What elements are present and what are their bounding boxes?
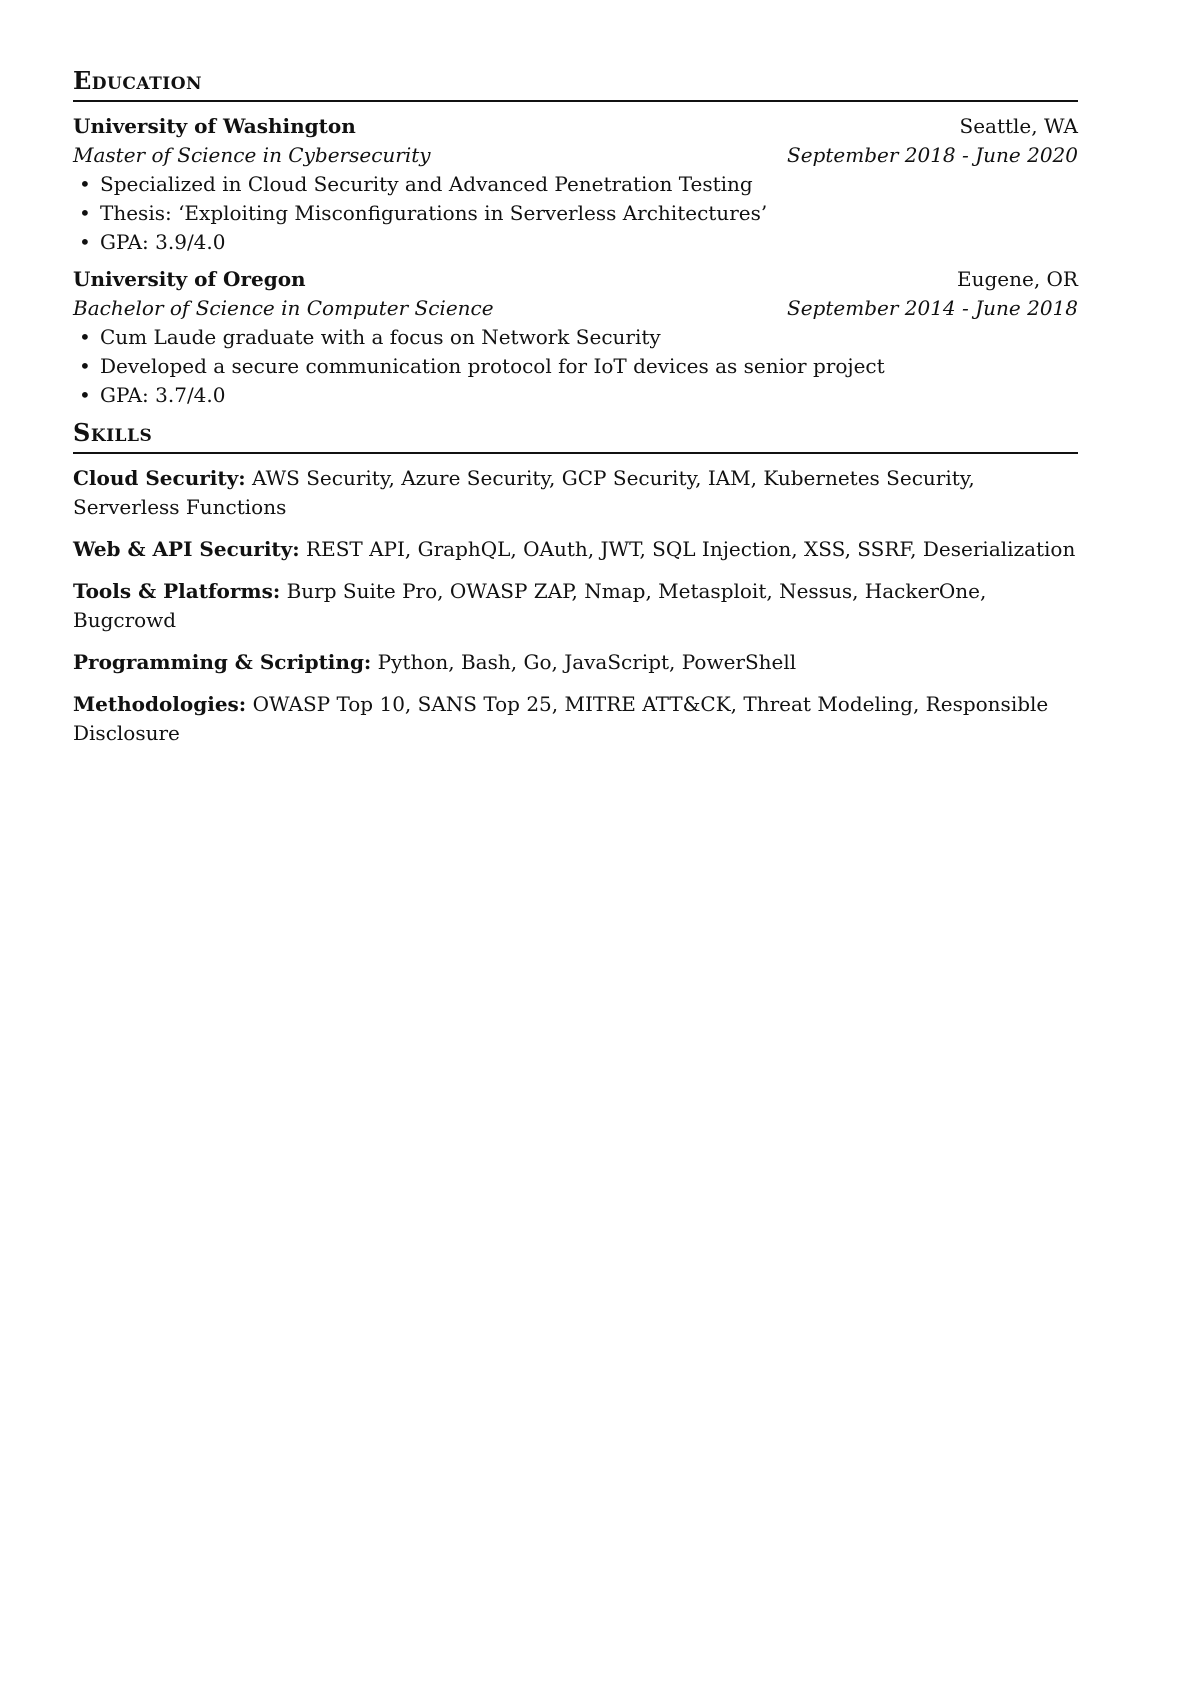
bullet-item <box>73 228 1078 257</box>
bullet-text: GPA: 3.7/4.0 <box>100 383 226 407</box>
skill-label: Methodologies: <box>73 692 247 716</box>
skill-line <box>73 464 1078 522</box>
bullet-icon: • <box>79 201 91 225</box>
skill-line <box>73 535 1078 564</box>
bullet-text: Specialized in Cloud Security and Advanced Penetration Testing <box>100 172 753 196</box>
date-range: September 2014 - June 2018 <box>787 296 1078 320</box>
school-name: University of Washington <box>73 114 356 138</box>
education-entry <box>73 112 1078 257</box>
school-location: Eugene, OR <box>956 267 1078 291</box>
bullet-text: GPA: 3.9/4.0 <box>100 230 226 254</box>
skills-section <box>73 418 1078 748</box>
bullet-icon: • <box>79 354 91 378</box>
education-heading: Education <box>73 66 203 95</box>
bullet-icon: • <box>79 325 91 349</box>
skill-value: OWASP Top 10, SANS Top 25, MITRE ATT&CK, Threat Modeling, Responsible Disclosure <box>73 692 1049 745</box>
bullet-text: Thesis: ‘Exploiting Misconfigurations in Serverless Architectures’ <box>100 201 768 225</box>
date-range: September 2018 - June 2020 <box>787 143 1078 167</box>
bullet-item <box>73 323 1078 352</box>
education-entry <box>73 265 1078 410</box>
skill-label: Programming & Scripting: <box>73 650 372 674</box>
skill-value: Python, Bash, Go, JavaScript, PowerShell <box>377 650 797 674</box>
skill-line <box>73 648 1078 677</box>
skill-value: Burp Suite Pro, OWASP ZAP, Nmap, Metasploit, Nessus, HackerOne, Bugcrowd <box>73 579 987 632</box>
education-entry-header <box>73 265 1078 294</box>
skill-value: REST API, GraphQL, OAuth, JWT, SQL Injection, XSS, SSRF, Deserialization <box>306 537 1076 561</box>
school-location: Seattle, WA <box>959 114 1078 138</box>
education-section <box>73 66 1078 410</box>
bullet-item <box>73 352 1078 381</box>
bullet-item <box>73 170 1078 199</box>
skills-heading: Skills <box>73 418 153 447</box>
skill-label: Cloud Security: <box>73 466 246 490</box>
bullet-item <box>73 199 1078 228</box>
bullet-icon: • <box>79 383 91 407</box>
skill-label: Tools & Platforms: <box>73 579 281 603</box>
degree: Master of Science in Cybersecurity <box>73 143 431 167</box>
skill-label: Web & API Security: <box>73 537 300 561</box>
skill-line <box>73 690 1078 748</box>
education-bullets <box>73 323 1078 410</box>
section-divider <box>73 100 1078 102</box>
bullet-item <box>73 381 1078 410</box>
skill-line <box>73 577 1078 635</box>
bullet-text: Cum Laude graduate with a focus on Network Security <box>100 325 661 349</box>
education-entry-subheader <box>73 294 1078 323</box>
degree: Bachelor of Science in Computer Science <box>73 296 494 320</box>
skill-value: AWS Security, Azure Security, GCP Security, IAM, Kubernetes Security, Serverless Functions <box>73 466 975 519</box>
education-bullets <box>73 170 1078 257</box>
bullet-icon: • <box>79 230 91 254</box>
education-entry-header <box>73 112 1078 141</box>
education-entry-subheader <box>73 141 1078 170</box>
section-divider <box>73 452 1078 454</box>
school-name: University of Oregon <box>73 267 306 291</box>
bullet-icon: • <box>79 172 91 196</box>
bullet-text: Developed a secure communication protocol for IoT devices as senior project <box>100 354 885 378</box>
